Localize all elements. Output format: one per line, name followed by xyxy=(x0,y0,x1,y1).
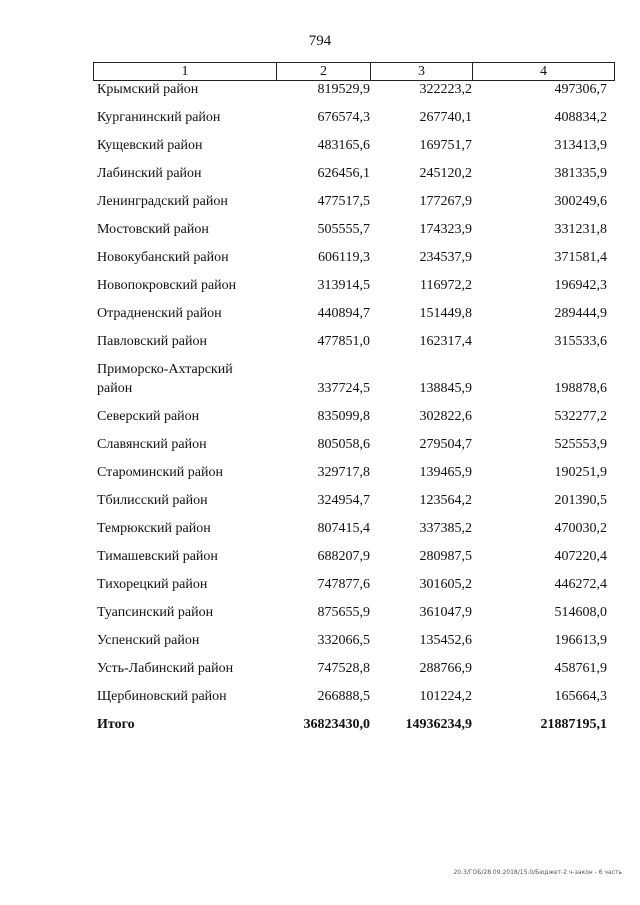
table-row xyxy=(93,241,615,269)
row-value-col3: 169751,7 xyxy=(419,138,472,153)
row-value-col3: 139465,9 xyxy=(419,465,472,480)
row-value-col3: 280987,5 xyxy=(419,549,472,564)
row-value-col4: 497306,7 xyxy=(554,82,607,97)
row-name: Мостовский район xyxy=(97,222,209,237)
row-value-col2: 747528,8 xyxy=(317,661,370,676)
row-name: Отрадненский район xyxy=(97,306,222,321)
row-name: Успенский район xyxy=(97,633,200,648)
table-header xyxy=(93,62,615,81)
row-value-col4: 313413,9 xyxy=(554,138,607,153)
row-value-col2: 819529,9 xyxy=(317,82,370,97)
row-value-col2: 266888,5 xyxy=(317,689,370,704)
row-name: Ленинградский район xyxy=(97,194,228,209)
row-value-col3: 138845,9 xyxy=(419,381,472,396)
table-row xyxy=(93,652,615,680)
row-value-col4: 371581,4 xyxy=(554,250,607,265)
total-col3: 14936234,9 xyxy=(405,717,472,732)
row-value-col3: 267740,1 xyxy=(419,110,472,125)
row-value-col3: 123564,2 xyxy=(419,493,472,508)
row-value-col2: 505555,7 xyxy=(317,222,370,237)
row-value-col3: 337385,2 xyxy=(419,521,472,536)
row-name-line2: район xyxy=(97,381,133,396)
total-row xyxy=(93,708,615,736)
row-value-col4: 458761,9 xyxy=(554,661,607,676)
page-number: 794 xyxy=(308,33,332,49)
row-name: Северский район xyxy=(97,409,200,424)
row-value-col2: 440894,7 xyxy=(317,306,370,321)
row-name: Тбилисский район xyxy=(97,493,208,508)
row-name: Лабинский район xyxy=(97,166,202,181)
row-value-col2: 747877,6 xyxy=(317,577,370,592)
row-name: Усть-Лабинский район xyxy=(97,661,234,676)
row-value-col3: 135452,6 xyxy=(419,633,472,648)
row-value-col3: 101224,2 xyxy=(419,689,472,704)
table-row xyxy=(93,596,615,624)
row-value-col4: 407220,4 xyxy=(554,549,607,564)
table-row xyxy=(93,269,615,297)
table-row xyxy=(93,400,615,428)
row-value-col3: 245120,2 xyxy=(419,166,472,181)
row-name: Славянский район xyxy=(97,437,207,452)
row-value-col4: 300249,6 xyxy=(554,194,607,209)
row-value-col2: 337724,5 xyxy=(317,381,370,396)
row-name: Павловский район xyxy=(97,334,207,349)
table-row xyxy=(93,540,615,568)
row-value-col2: 313914,5 xyxy=(317,278,370,293)
table-row xyxy=(93,568,615,596)
row-value-col3: 279504,7 xyxy=(419,437,472,452)
table-row xyxy=(93,353,615,400)
table-row xyxy=(93,624,615,652)
header-col-3: 3 xyxy=(371,63,473,80)
table-row xyxy=(93,81,615,101)
row-value-col3: 151449,8 xyxy=(419,306,472,321)
table-row xyxy=(93,484,615,512)
table-row xyxy=(93,512,615,540)
total-col2: 36823430,0 xyxy=(303,717,370,732)
row-name: Кущевский район xyxy=(97,138,203,153)
row-value-col4: 196942,3 xyxy=(554,278,607,293)
total-label: Итого xyxy=(97,717,135,732)
row-value-col4: 514608,0 xyxy=(554,605,607,620)
row-name: Темрюкский район xyxy=(97,521,211,536)
row-value-col2: 807415,4 xyxy=(317,521,370,536)
row-value-col4: 190251,9 xyxy=(554,465,607,480)
row-name: Тихорецкий район xyxy=(97,577,208,592)
row-value-col3: 361047,9 xyxy=(419,605,472,620)
table-row xyxy=(93,680,615,708)
table-row xyxy=(93,325,615,353)
row-value-col3: 174323,9 xyxy=(419,222,472,237)
header-col-1: 1 xyxy=(94,63,277,80)
row-value-col4: 196613,9 xyxy=(554,633,607,648)
row-value-col2: 477517,5 xyxy=(317,194,370,209)
row-value-col2: 324954,7 xyxy=(317,493,370,508)
table-row xyxy=(93,213,615,241)
row-value-col2: 332066,5 xyxy=(317,633,370,648)
row-value-col4: 446272,4 xyxy=(554,577,607,592)
row-value-col3: 162317,4 xyxy=(419,334,472,349)
row-value-col2: 606119,3 xyxy=(318,250,370,265)
table-row xyxy=(93,101,615,129)
row-value-col4: 381335,9 xyxy=(554,166,607,181)
row-name-line1: Приморско-Ахтарский xyxy=(97,362,233,377)
row-value-col3: 234537,9 xyxy=(419,250,472,265)
data-table xyxy=(93,62,615,736)
row-value-col2: 477851,0 xyxy=(317,334,370,349)
row-name: Новопокровский район xyxy=(97,278,237,293)
row-value-col4: 331231,8 xyxy=(554,222,607,237)
header-col-2: 2 xyxy=(277,63,371,80)
row-value-col3: 302822,6 xyxy=(419,409,472,424)
table-row xyxy=(93,456,615,484)
row-value-col4: 201390,5 xyxy=(554,493,607,508)
row-value-col3: 177267,9 xyxy=(419,194,472,209)
row-value-col4: 532277,2 xyxy=(554,409,607,424)
row-name: Курганинский район xyxy=(97,110,221,125)
row-name xyxy=(93,360,276,400)
row-value-col3: 322223,2 xyxy=(419,82,472,97)
row-value-col4: 470030,2 xyxy=(554,521,607,536)
row-value-col4: 289444,9 xyxy=(554,306,607,321)
row-value-col3: 288766,9 xyxy=(419,661,472,676)
row-value-col3: 301605,2 xyxy=(419,577,472,592)
row-name: Староминский район xyxy=(97,465,223,480)
row-value-col4: 525553,9 xyxy=(554,437,607,452)
row-value-col2: 688207,9 xyxy=(317,549,370,564)
row-value-col2: 676574,3 xyxy=(317,110,370,125)
table-row xyxy=(93,185,615,213)
table-row xyxy=(93,129,615,157)
row-name: Щербиновский район xyxy=(97,689,227,704)
row-value-col4: 408834,2 xyxy=(554,110,607,125)
row-name: Туапсинский район xyxy=(97,605,214,620)
row-name: Тимашевский район xyxy=(97,549,218,564)
header-col-4: 4 xyxy=(540,64,547,79)
row-value-col2: 626456,1 xyxy=(317,166,370,181)
table-row xyxy=(93,428,615,456)
total-col4: 21887195,1 xyxy=(540,717,607,732)
row-name: Крымский район xyxy=(97,82,199,97)
row-value-col3: 116972,2 xyxy=(420,278,472,293)
table-row xyxy=(93,297,615,325)
row-value-col2: 835099,8 xyxy=(317,409,370,424)
row-value-col2: 483165,6 xyxy=(317,138,370,153)
row-name: Новокубанский район xyxy=(97,250,229,265)
footer-note: 20.3/ГОБ/28.09.2018/15.0/Бюджет-2 ч-закон - 6 часть xyxy=(453,869,622,876)
row-value-col2: 329717,8 xyxy=(317,465,370,480)
row-value-col4: 198878,6 xyxy=(554,381,607,396)
row-value-col4: 315533,6 xyxy=(554,334,607,349)
table-row xyxy=(93,157,615,185)
row-value-col2: 875655,9 xyxy=(317,605,370,620)
row-value-col4: 165664,3 xyxy=(554,689,607,704)
row-value-col2: 805058,6 xyxy=(317,437,370,452)
